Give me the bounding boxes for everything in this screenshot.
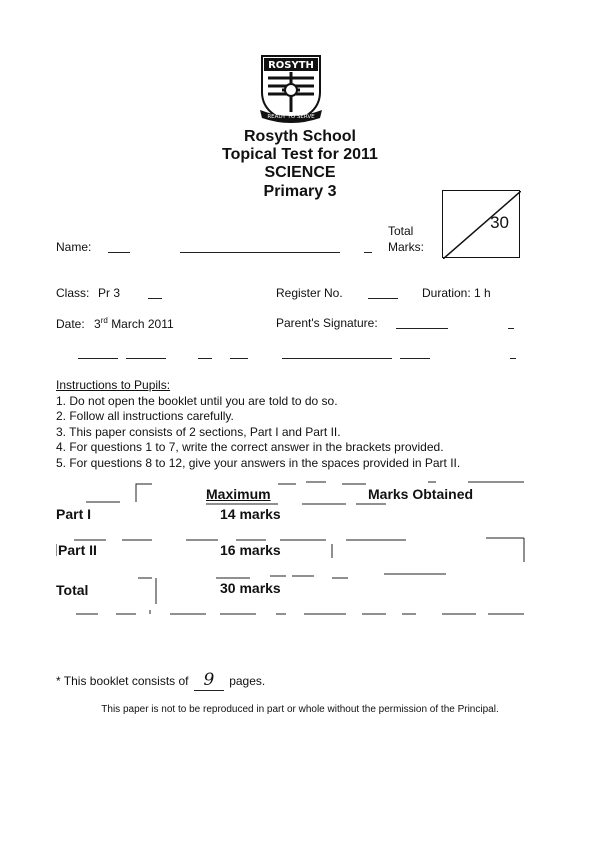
signature-line[interactable] [396, 328, 448, 329]
class-line[interactable] [148, 298, 162, 299]
scan-artifact-dash [78, 358, 118, 359]
instruction-item: 3. This paper consists of 2 sections, Part I and Part II. [56, 424, 341, 439]
instruction-item: 1. Do not open the booklet until you are told to do so. [56, 393, 338, 408]
part-two-label: Part II [58, 542, 97, 558]
marks-obtained-header: Marks Obtained [368, 486, 474, 502]
scan-artifact-dash [510, 358, 516, 359]
instructions-list [56, 394, 460, 472]
date-day: 3 [94, 317, 101, 331]
booklet-suffix: pages. [229, 674, 266, 688]
signature-line [508, 328, 514, 329]
score-box [442, 190, 520, 258]
scan-artifact-dash [400, 358, 430, 359]
scan-artifact-dash [198, 358, 212, 359]
name-line [364, 252, 372, 253]
date-field [56, 316, 174, 331]
part-one-label: Part I [56, 506, 92, 522]
test-title: Topical Test for 2011 [222, 146, 378, 163]
instruction-item: 2. Follow all instructions carefully. [56, 409, 234, 423]
subject-title: SCIENCE [264, 164, 336, 181]
svg-text:ROSYTH: ROSYTH [268, 60, 314, 71]
school-crest-logo [258, 52, 324, 124]
duration-label: Duration: 1 h [422, 286, 491, 300]
register-line[interactable] [368, 298, 398, 299]
part-two-max: 16 marks [220, 542, 281, 558]
date-suffix: rd [100, 316, 108, 325]
register-label: Register No. [276, 286, 343, 300]
name-line[interactable] [108, 252, 130, 253]
total-row-max: 30 marks [220, 580, 281, 596]
name-line[interactable] [180, 252, 340, 253]
part-one-max: 14 marks [220, 506, 281, 522]
date-label: Date: [56, 317, 85, 331]
handwritten-page-count: 9 [194, 670, 224, 691]
class-value: Pr 3 [98, 286, 121, 300]
svg-text:READY TO SERVE: READY TO SERVE [267, 114, 315, 120]
scan-artifact-dash [230, 358, 248, 359]
school-name: Rosyth School [243, 128, 356, 145]
booklet-pages-note [56, 670, 265, 691]
instruction-item: 4. For questions 1 to 7, write the correct answer in the brackets provided. [56, 440, 444, 454]
total-marks-value: 30 [490, 213, 509, 232]
instructions-title: Instructions to Pupils: [56, 378, 171, 392]
marks-table [56, 478, 526, 628]
booklet-prefix: * This booklet consists of [56, 674, 189, 688]
copyright-notice: This paper is not to be reproduced in part or whole without the permission of the Principal. [101, 704, 499, 715]
level-title: Primary 3 [263, 183, 337, 200]
marks-label: Marks: [388, 240, 424, 254]
total-row-label: Total [56, 582, 89, 598]
total-label: Total [388, 224, 414, 238]
scan-artifact-dash [282, 358, 392, 359]
name-label: Name: [56, 240, 92, 254]
parent-signature-label: Parent's Signature: [276, 316, 378, 330]
instruction-item: 5. For questions 8 to 12, give your answers in the spaces provided in Part II. [56, 455, 461, 470]
class-label: Class: [56, 286, 90, 300]
score-box-diagonal [443, 191, 521, 259]
scan-artifact-dash [126, 358, 166, 359]
maximum-header: Maximum [206, 486, 271, 502]
instructions-block [56, 378, 460, 471]
date-rest: March 2011 [111, 317, 174, 331]
